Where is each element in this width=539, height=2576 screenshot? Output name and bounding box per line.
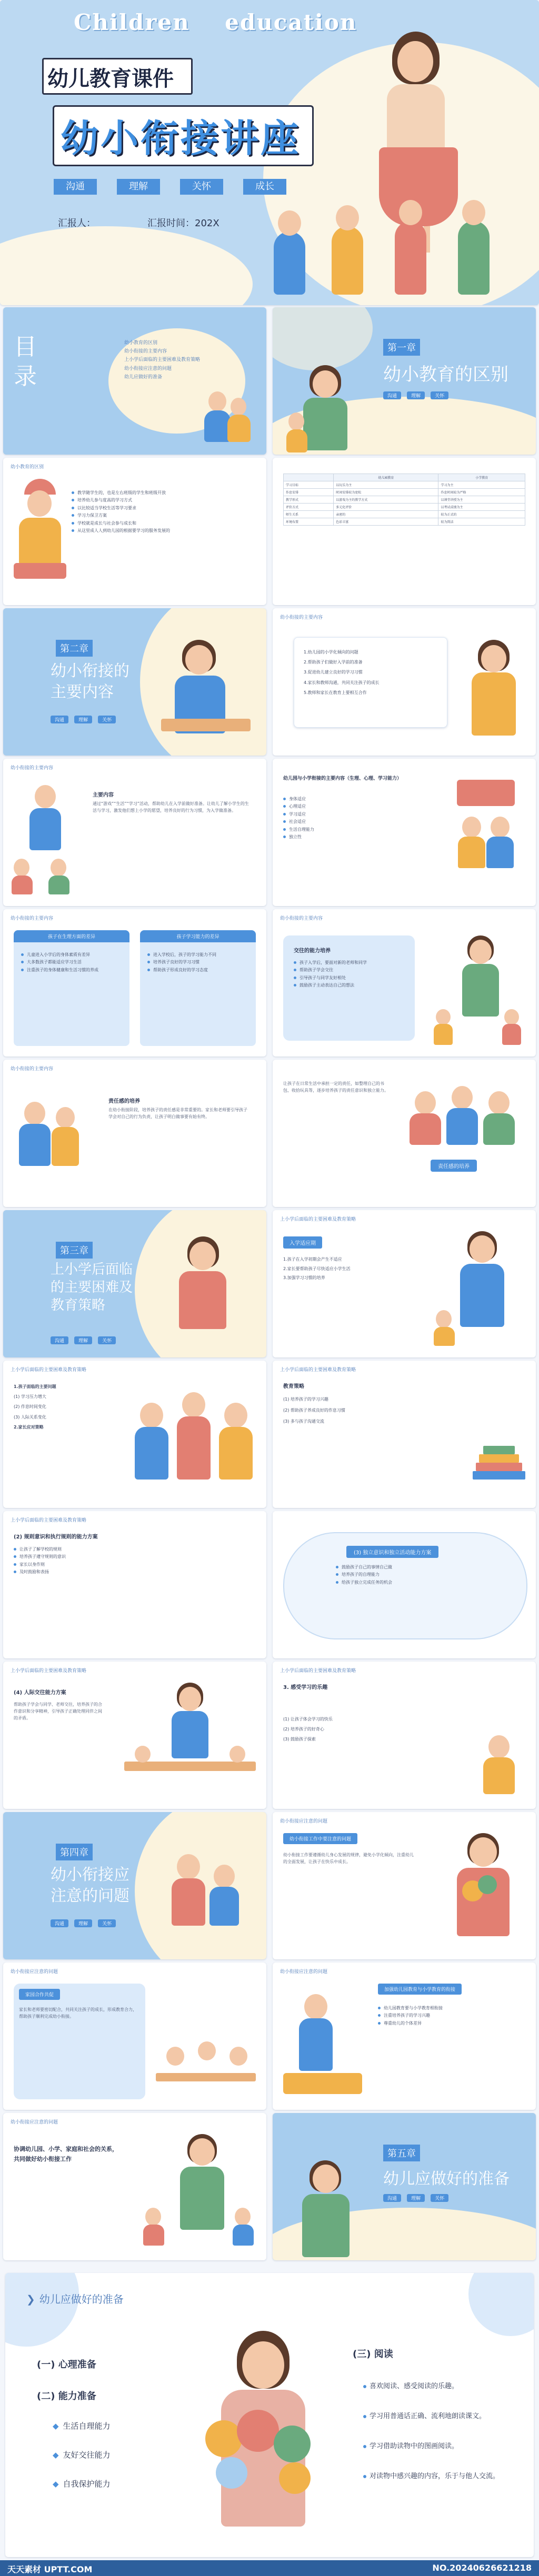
cover-children-illustration [274,200,526,300]
slide19 [273,1662,536,1809]
slide9-header: 幼小衔接的主要内容 [280,916,323,921]
final-right-item-3: 学习借助读物中的图画阅读。 [363,2440,526,2450]
slide14-kids-illustration [129,1382,256,1497]
toc-item-3[interactable]: 上小学后面临的主要困难及教育策略 [124,357,201,363]
slide7-left-text: 通过“游戏”“生活”“学习”活动，帮助幼儿在入学前做好准备。让幼儿了解小学生的生活与学习，激发他们想上小学的愿望，培养良好的行为习惯，为入学做准备。 [93,801,249,813]
slide21-header: 幼小衔接应注意的问题 [280,1819,328,1824]
chapter3-tag-1: 沟通 [51,1336,68,1344]
slide14-header: 上小学后面临的主要困难及教育策略 [11,1367,87,1373]
chapter3-slide [3,1210,266,1357]
diamond-icon: ◆ [53,2479,59,2489]
slide21-tag: 幼小衔接工作中要注意的问题 [283,1833,357,1844]
slide7-header: 幼小衔接的主要内容 [11,766,54,771]
slide6-item-2: 2.帮助孩子们做好入学前的准备 [304,660,363,665]
slide8-box1-item-2: 大多数孩子都能适应学习生活 [21,959,124,966]
slide7-right-item-5: 生活自理能力 [283,826,420,833]
chapter1-tag-1: 沟通 [383,391,401,399]
cover-title-en: Children education [74,9,357,35]
watermark-bar [0,2560,539,2576]
chapter1-no: 第一章 [383,339,420,356]
slide15-item-3: (3) 多与孩子沟通交流 [283,1418,324,1424]
final-sub-1: ◆ 生活自理能力 [53,2421,111,2431]
slide8-box1-title: 孩子在生理方面的差异 [14,930,129,942]
table-cell: 评价方式 [284,504,334,511]
final-right-item-1: 喜欢阅读、感受阅读的乐趣。 [363,2380,526,2390]
final-left-2: (二) 能力准备 [37,2391,96,2402]
chapter1-title: 幼小教育的区别 [383,364,508,385]
chapter5-tag-2: 理解 [407,2194,425,2202]
chapter3-title: 上小学后面临的主要困难及教育策略 [51,1262,133,1313]
table-cell: 以课堂讲授为主 [438,496,525,504]
diamond-icon: ◆ [53,2421,59,2431]
chapter3-tag-3: 关怀 [98,1336,116,1344]
slide18-text: 帮助孩子学会与同学、老师交往，培养孩子的合作意识和分享精神，引导孩子正确处理同伴之间的矛盾。 [14,1702,102,1720]
slide22-tag: 家园合作共促 [19,1989,60,2000]
final-header-text: 幼儿应做好的准备 [39,2293,124,2306]
chapter2-slide [3,608,266,756]
cover-tag-2: 理解 [117,179,160,195]
slide23-kids-illustration [283,1989,362,2099]
slide10-header: 幼小衔接的主要内容 [11,1066,54,1072]
slide16-item-3: 家长以身作则 [14,1561,245,1568]
slide21-text: 幼小衔接工作要遵循幼儿身心发展的规律，避免小学化倾向，注重幼儿的全面发展，让孩子在快乐中成长。 [283,1853,414,1864]
slide23-header: 幼小衔接应注意的问题 [280,1969,328,1975]
slide13-header: 上小学后面临的主要困难及教育策略 [280,1217,356,1222]
table-row [284,496,525,504]
cover-slide [0,0,539,305]
slide22-classroom-illustration [156,2036,256,2099]
chapter4-reading-illustration [161,1844,251,1949]
slide7-classroom-illustration [14,785,77,895]
chapter2-teacher-illustration [161,640,251,745]
slide15 [273,1361,536,1508]
table-cell: 以玩乐为主 [334,481,438,489]
slide23-item-3: 尊重幼儿的个体差异 [378,2020,525,2027]
table-cell: 教学形式 [284,496,334,504]
table-row [284,481,525,489]
cover-reporter: 汇报人： [58,218,96,229]
chapter2-tag-1: 沟通 [51,716,68,723]
table-cell: 以游戏为主的教学方式 [334,496,438,504]
chapter4-slide [3,1812,266,1959]
table-cell: 较为简洁 [438,518,525,526]
slide15-item-1: (1) 培养孩子的学习兴趣 [283,1397,328,1402]
chapter2-tag-3: 关怀 [98,716,116,723]
slide6-header: 幼小衔接的主要内容 [280,615,323,620]
slide9-item-4: 鼓励孩子主动表达自己的想法 [294,982,410,989]
table-row [284,518,525,526]
slide15-books-illustration [473,1440,525,1497]
chapter5-teacher-illustration [288,2160,367,2260]
slide7-right-item-6: 独立性 [283,833,420,841]
chapter5-slide [273,2113,536,2260]
table-row [284,511,525,518]
slide19-kid-illustration [473,1735,525,1798]
comparison-table [283,474,525,526]
slide16-item-2: 培养孩子遵守规则的意识 [14,1553,245,1561]
table-row [284,489,525,496]
slide4-boy-reading-illustration [14,479,66,584]
cover-report-time: 汇报时间：202X [147,218,219,229]
slide15-title: 教育策略 [283,1384,304,1390]
slide24 [3,2113,266,2260]
chapter2-tag-2: 理解 [74,716,92,723]
cover-title: 幼小衔接讲座 [61,116,301,160]
slide6-item-3: 3.促进幼儿建立良好的学习习惯 [304,670,363,675]
slide8 [3,909,266,1056]
slide4b [273,458,536,605]
chapter4-no: 第四章 [56,1844,93,1860]
table-cell: 多元化评价 [334,504,438,511]
slide7-kids-books-illustration [446,780,525,885]
slide19-header: 上小学后面临的主要困难及教育策略 [280,1668,356,1674]
chapter3-teacher-illustration [161,1236,251,1347]
chapter5-title: 幼儿应做好的准备 [383,2170,510,2188]
cover-tag-4: 成长 [243,179,286,195]
toc-item-4[interactable]: 幼小衔接应注意的问题 [124,366,172,371]
slide18 [3,1662,266,1809]
chapter1-tag-3: 关怀 [431,391,448,399]
chapter3-tag-2: 理解 [74,1336,92,1344]
slide16 [3,1511,266,1658]
slide7-right-item-1: 身体适应 [283,796,420,803]
slide18-title: (4) 人际交往能力方案 [14,1690,66,1696]
slide8-box1-item-1: 儿童进入小学后的身体素质有差异 [21,951,124,959]
chapter4-tag-1: 沟通 [51,1919,68,1927]
slide22-card [14,1984,145,2099]
slide7 [3,759,266,906]
slide17 [273,1511,536,1658]
chapter3-no: 第三章 [56,1242,93,1259]
slide16-item-4: 及时鼓励和表扬 [14,1568,245,1576]
slide17-item-2: 培养孩子的自理能力 [336,1571,483,1578]
chapter1-teacher-illustration [288,365,362,455]
table-cell: 师生关系 [284,511,334,518]
final-slide [5,2273,534,2557]
final-right-title: (三) 阅读 [353,2349,393,2360]
slide14-item-3: (2) 作息时间变化 [14,1404,46,1410]
table-cell: 时间安排较为宽松 [334,489,438,496]
slide7-right-list [283,796,420,841]
slide19-item-1: (1) 让孩子体会学习的快乐 [283,1717,333,1722]
slide18-classroom-illustration [124,1683,256,1798]
slide10-kids-illustration [14,1091,87,1186]
slide17-item-3: 给孩子独立完成任务的机会 [336,1579,483,1586]
chapter4-title: 幼小衔接应注意的问题 [51,1866,129,1905]
table-cell: 学习目标 [284,481,334,489]
table-header-cell [284,474,334,481]
slide24-teacher-kids-illustration [145,2134,256,2250]
slide9-item-1: 孩子入学后，要面对新的老师和同学 [294,959,410,967]
slide4-bullet-6: 从这里成人人到幼儿园的根据要学习的服务发展的 [72,527,170,535]
slide9-item-3: 引导孩子与同学友好相处 [294,974,410,982]
slide23 [273,1963,536,2110]
cover-subtitle: 幼儿教育课件 [47,67,174,91]
final-left-1: (一) 心理准备 [37,2359,96,2370]
table-header-row [284,474,525,481]
slide24-header: 幼小衔接应注意的问题 [11,2120,58,2125]
final-right-item-4: 对读物中感兴趣的内容，乐于与他人交流。 [363,2470,526,2480]
slide6-item-4: 4.家长和教师沟通，共同关注孩子的成长 [304,680,380,685]
chapter5-no: 第五章 [383,2145,420,2161]
slide22 [3,1963,266,2110]
slide13-teacher-kid-illustration [436,1231,525,1347]
slide4-bullet-5: 学校就是成长与社会参与成长和 [72,520,170,527]
chapter2-no: 第二章 [56,640,93,657]
table-cell: 作息安排 [284,489,334,496]
slide19-item-2: (2) 培养孩子的好奇心 [283,1727,324,1732]
slide4-bullet-1: 教学随学生的，也是左右班级的学生和班级开放 [72,489,170,497]
slide6-item-5: 5.教师和家长在教育上要相互合作 [304,690,367,695]
slide11 [273,1060,536,1207]
slide8-box2-item-3: 帮助孩子形成良好的学习态度 [147,967,251,974]
slide8-header: 幼小衔接的主要内容 [11,916,54,921]
slide16-title: (2) 规则意识和执行规则的能力方案 [14,1534,98,1540]
final-header [26,2291,124,2306]
slide7-right-title: 幼儿园与小学衔接的主要内容（生理、心理、学习能力） [283,776,402,781]
chapter5-tag-3: 关怀 [431,2194,448,2202]
slide14 [3,1361,266,1508]
slide13-item-1: 1.孩子在入学初期会产生不适应 [283,1257,342,1262]
watermark-left: 天天素材 UPTT.COM [7,2564,93,2574]
slide7-left-title: 主要内容 [93,792,114,798]
table-cell: 作息时间较为严格 [438,489,525,496]
chapter1-slide [273,307,536,455]
slide9-title: 交往的能力培养 [294,948,331,954]
slide13-title: 入学适应期 [283,1236,322,1249]
slide4 [3,458,266,605]
table-header-cell: 小学教育 [438,474,525,481]
slide17-title: (3) 独立意识和独立活动能力方案 [346,1546,438,1558]
final-sub-3: ◆ 自我保护能力 [53,2479,111,2489]
slide9-item-2: 帮助孩子学会交往 [294,967,410,974]
slide9-teacher-kids-illustration [431,935,525,1046]
slide6-card [294,637,447,728]
chapter4-tag-3: 关怀 [98,1919,116,1927]
toc-item-1[interactable]: 幼小教育的区别 [124,340,158,346]
toc-children-illustration [198,386,256,444]
slide24-text: 协调幼儿园、小学、家庭和社会的关系，共同做好幼小衔接工作 [14,2146,118,2162]
table-cell: 较为正式的 [438,511,525,518]
slide16-item-1: 让孩子了解学校的规则 [14,1546,245,1553]
slide14-item-5: 2.家长应对策略 [14,1424,44,1430]
slide23-item-1: 幼儿园教育要与小学教育相衔接 [378,2005,525,2012]
slide9 [273,909,536,1056]
slide23-tag: 加强幼儿园教育与小学教育的衔接 [378,1984,462,1995]
slide18-header: 上小学后面临的主要困难及教育策略 [11,1668,87,1674]
slide11-kids-illustration [410,1086,525,1149]
slide13 [273,1210,536,1357]
slide17-item-1: 鼓励孩子自己的事情自己做 [336,1564,483,1571]
slide14-item-2: (1) 学习压力增大 [14,1394,46,1400]
slide4-bullets [72,489,170,535]
slide19-item-3: (3) 鼓励孩子探索 [283,1737,316,1742]
slide7-right-item-3: 学习适应 [283,811,420,818]
slide8-box1-item-3: 注重孩子的身体健康和生活习惯的养成 [21,967,124,974]
slide10-title: 责任感的培养 [108,1099,140,1104]
slide6-teacher-illustration [462,640,525,745]
slide14-item-4: (3) 人际关系变化 [14,1414,46,1420]
chapter4-tag-2: 理解 [74,1919,92,1927]
slide19-title: 3. 感受学习的乐趣 [283,1685,328,1690]
watermark-right: NO.20240626621218 [432,2563,532,2573]
slide6 [273,608,536,756]
slide7-right-item-4: 社会适应 [283,818,420,826]
slide14-item-1: 1.孩子面临的主要问题 [14,1384,56,1389]
slide11-tag: 责任感的培养 [431,1160,477,1172]
final-right-item-2: 学习用普通话正确、流利地朗读课文。 [363,2410,526,2420]
slide15-item-2: (2) 帮助孩子养成良好的作息习惯 [283,1407,345,1413]
toc-slide [3,307,266,455]
cover-tag-3: 关怀 [180,179,223,195]
slide11-text: 让孩子在日常生活中承担一定的责任，如整理自己的书包、收拾玩具等，逐步培养孩子的责任意识和独立能力。 [283,1081,388,1093]
slide4-bullet-3: 以比较适当学校生活等学习要求 [72,505,170,512]
table-cell: 环境布置 [284,518,334,526]
slide15-header: 上小学后面临的主要困难及教育策略 [280,1367,356,1373]
slide8-box2-item-1: 进入学校后，孩子的学习能力不同 [147,951,251,959]
cover-tag-1: 沟通 [54,179,97,195]
diamond-icon: ◆ [53,2450,59,2460]
chapter1-tag-2: 理解 [407,391,425,399]
slide10-text: 在幼小衔接阶段，培养孩子的责任感是非常重要的。家长和老师要引导孩子学会对自己的行为负责，让孩子明白做事要有始有终。 [108,1108,247,1119]
slide22-text: 家长和老师要密切配合，共同关注孩子的成长，形成教育合力，帮助孩子顺利完成幼小衔接。 [19,2007,137,2019]
chevron-right-icon: ❯ [26,2293,35,2306]
final-sub-2: ◆ 友好交往能力 [53,2450,111,2460]
slide4-bullet-4: 学习力保卫方案 [72,512,170,519]
toc-item-5[interactable]: 幼儿应做好的准备 [124,374,163,380]
slide13-item-2: 2.家长要帮助孩子尽快适应小学生活 [283,1266,351,1271]
table-cell: 以考试成绩为主 [438,504,525,511]
table-cell: 学习为主 [438,481,525,489]
toc-list [124,339,261,381]
table-cell: 色彩丰富 [334,518,438,526]
final-teacher-flowers-illustration [184,2331,342,2552]
slide10 [3,1060,266,1207]
slide4-header: 幼小教育的区别 [11,465,44,470]
slide8-box2-item-2: 培养孩子良好的学习习惯 [147,959,251,966]
chapter2-title: 幼小衔接的主要内容 [51,662,129,701]
slide13-item-3: 3.加强学习习惯的培养 [283,1275,325,1281]
table-row [284,504,525,511]
slide21 [273,1812,536,1959]
toc-title: 目录 [14,334,37,390]
slide22-header: 幼小衔接应注意的问题 [11,1969,58,1975]
slide4-bullet-2: 培养幼儿参与度高的学习方式 [72,497,170,504]
chapter5-tag-1: 沟通 [383,2194,401,2202]
slide8-box1 [14,930,129,1046]
slide23-item-2: 注重培养孩子的学习兴趣 [378,2012,525,2019]
toc-item-2[interactable]: 幼小衔接的主要内容 [124,349,167,355]
slide16-header: 上小学后面临的主要困难及教育策略 [11,1518,87,1523]
slide8-box2 [140,930,256,1046]
table-header-cell: 幼儿园教育 [334,474,438,481]
slide21-teacher-flowers-illustration [441,1833,525,1949]
slide6-item-1: 1.幼儿园的小学化倾向的问题 [304,650,358,655]
slide8-box2-title: 孩子学习能力的差异 [140,930,256,942]
table-cell: 亲密的 [334,511,438,518]
slide7b [273,759,536,906]
slide7-right-item-2: 心理适应 [283,803,420,810]
